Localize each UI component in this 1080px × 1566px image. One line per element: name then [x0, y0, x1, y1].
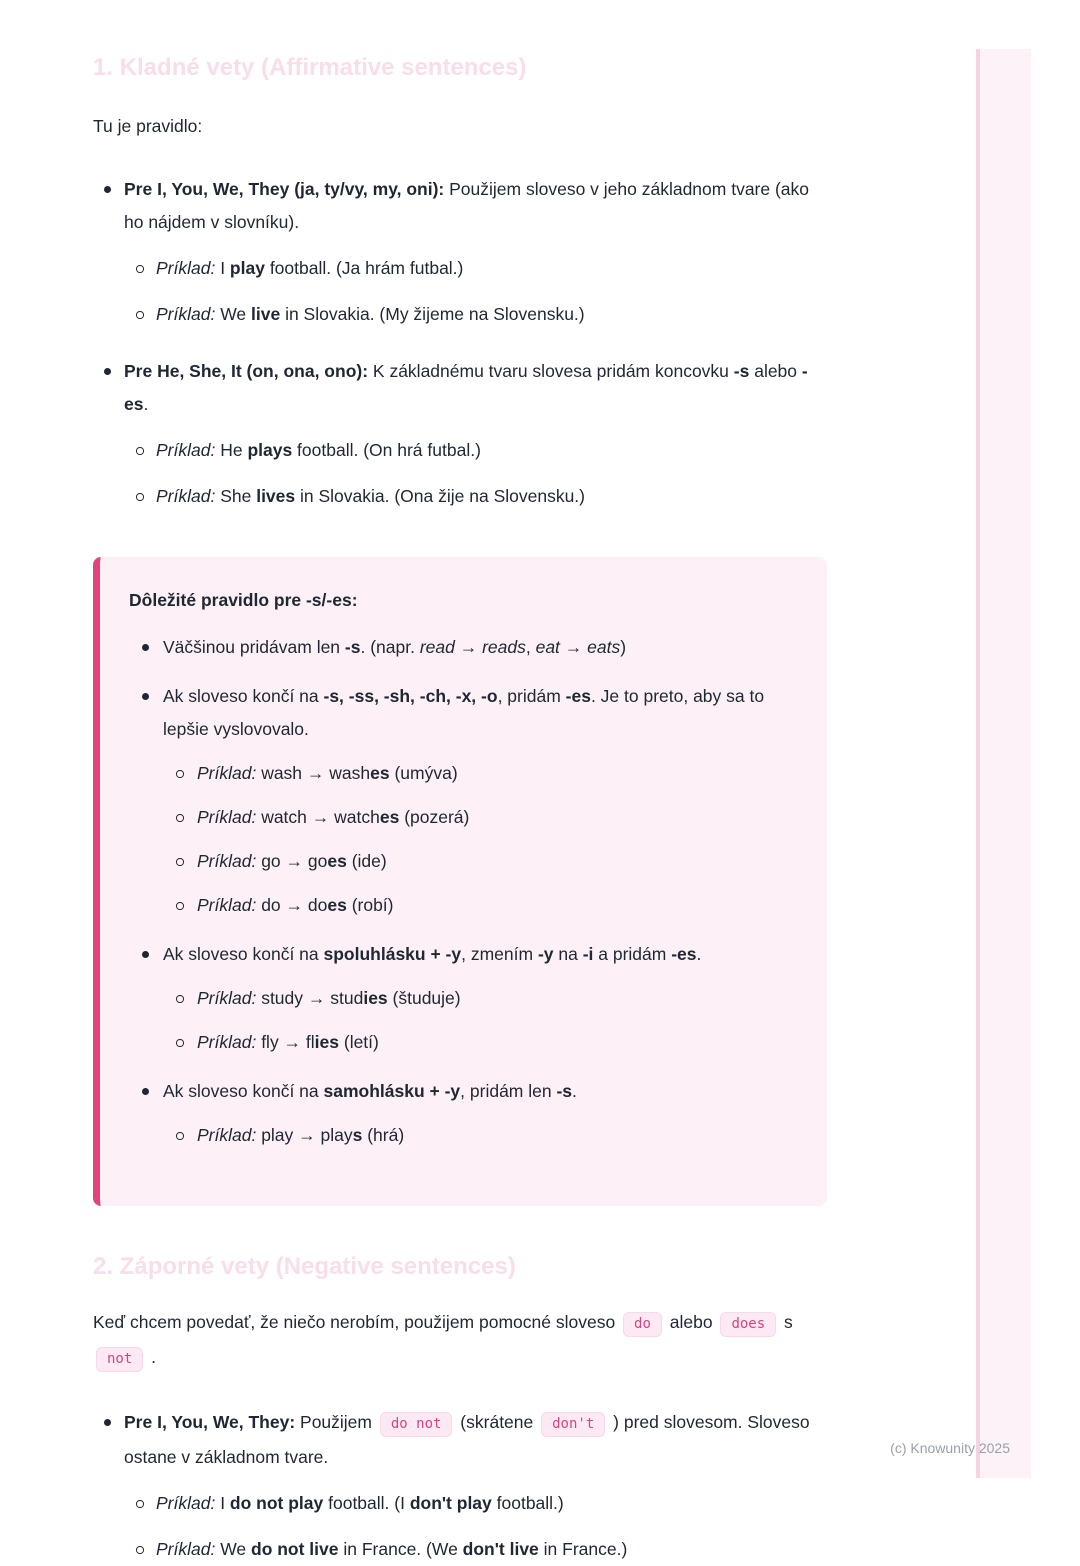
text-segment: es	[379, 807, 400, 827]
text-segment: wash → wash	[256, 763, 371, 783]
text-segment: . Je to preto, aby sa to lepšie vyslovovalo.	[163, 686, 765, 739]
text-segment: .	[572, 1081, 577, 1101]
text-segment: do not play	[229, 1493, 324, 1513]
text-segment: (pozerá)	[399, 807, 470, 827]
text-segment: football. (On hrá futbal.)	[292, 440, 481, 460]
text-segment: -s	[733, 361, 750, 381]
text-segment: reads	[482, 637, 526, 657]
text-segment: a pridám	[593, 944, 672, 964]
example-item	[129, 845, 799, 878]
list-item	[93, 1406, 830, 1566]
example-item	[129, 1119, 799, 1152]
text-segment: fly → fl	[256, 1032, 315, 1052]
text-segment: We	[215, 1539, 251, 1559]
example-item	[129, 982, 799, 1015]
text-segment: Ak sloveso končí na	[163, 1081, 324, 1101]
list-item-text	[129, 680, 799, 746]
text-segment: Príklad:	[197, 1125, 257, 1145]
text-segment: Príklad:	[156, 440, 216, 460]
text-segment: He	[215, 440, 248, 460]
list-item-text	[129, 631, 799, 664]
text-segment: in France.)	[538, 1539, 628, 1559]
text-segment: alebo	[664, 1312, 718, 1332]
text-segment: .	[143, 394, 149, 414]
example-item	[93, 298, 830, 331]
text-segment: watch → watch	[256, 807, 380, 827]
text-segment: es	[327, 895, 347, 915]
text-segment: study → stud	[256, 988, 364, 1008]
list-item-text	[93, 1406, 830, 1474]
text-segment: s	[352, 1125, 363, 1145]
text-segment: Príklad:	[156, 304, 216, 324]
text-segment: lives	[256, 486, 296, 506]
text-segment: play → play	[256, 1125, 353, 1145]
section-1-heading: 1. Kladné vety (Affirmative sentences)	[93, 54, 527, 81]
section-2-paragraph	[93, 1306, 830, 1376]
text-segment: -s	[556, 1081, 573, 1101]
rule-box-list	[129, 631, 799, 1152]
text-segment: I	[215, 1493, 230, 1513]
section-1-list	[93, 173, 830, 513]
list-item	[93, 173, 830, 331]
text-segment: -s	[344, 637, 361, 657]
text-segment: go → go	[256, 851, 328, 871]
example-item	[93, 1487, 830, 1520]
code-badge: don't	[541, 1412, 605, 1437]
text-segment: -es	[124, 361, 808, 414]
section-2-heading: 2. Záporné vety (Negative sentences)	[93, 1253, 516, 1280]
text-segment: es	[370, 763, 390, 783]
list-item	[129, 938, 799, 1059]
text-segment: I	[215, 258, 230, 278]
text-segment: -es	[671, 944, 697, 964]
text-segment: live	[251, 304, 281, 324]
example-item	[129, 757, 799, 790]
text-segment: (letí)	[339, 1032, 379, 1052]
text-segment: Použijem sloveso v jeho základnom tvare (ako ho nájdem v slovníku).	[124, 179, 810, 232]
list-item-text	[93, 173, 830, 239]
text-segment: eats	[587, 637, 621, 657]
text-segment: Použijem	[295, 1412, 377, 1432]
text-segment: s	[779, 1312, 793, 1332]
example-item	[93, 252, 830, 285]
text-segment: in Slovakia. (My žijeme na Slovensku.)	[280, 304, 585, 324]
text-segment: Ak sloveso končí na	[163, 686, 324, 706]
text-segment: -s, -ss, -sh, -ch, -x, -o	[323, 686, 498, 706]
text-segment: don't live	[462, 1539, 539, 1559]
text-segment: →	[454, 637, 483, 657]
text-segment: -i	[582, 944, 594, 964]
list-item	[129, 631, 799, 664]
text-segment: .	[696, 944, 702, 964]
text-segment: (umýva)	[389, 763, 458, 783]
text-segment: )	[620, 637, 627, 657]
code-badge: do not	[380, 1412, 453, 1437]
text-segment: She	[215, 486, 257, 506]
text-segment: Príklad:	[156, 1493, 216, 1513]
text-segment: Príklad:	[197, 807, 257, 827]
text-segment: alebo	[749, 361, 802, 381]
text-segment: We	[215, 304, 251, 324]
text-segment: Príklad:	[197, 763, 257, 783]
text-segment: read	[419, 637, 455, 657]
list-item-text	[93, 355, 830, 421]
text-segment: , pridám len	[460, 1081, 557, 1101]
text-segment: . (napr.	[360, 637, 420, 657]
text-segment: ) pred slovesom. Sloveso ostane v základnom tvare.	[124, 1412, 810, 1467]
list-item-text	[129, 938, 799, 971]
example-item	[93, 434, 830, 467]
example-item	[93, 1533, 830, 1566]
text-segment: Keď chcem povedať, že niečo nerobím, použijem pomocné sloveso	[93, 1312, 621, 1332]
rule-callout-box	[93, 557, 827, 1206]
text-segment: ,	[525, 637, 536, 657]
text-segment: Príklad:	[197, 851, 257, 871]
text-segment: spoluhlásku + -y	[323, 944, 462, 964]
copyright-notice: (c) Knowunity 2025	[890, 1440, 1010, 1456]
code-badge: not	[96, 1347, 143, 1372]
text-segment: play	[229, 258, 265, 278]
text-segment: football.)	[491, 1493, 564, 1513]
list-item	[93, 355, 830, 513]
text-segment: football. (I	[323, 1493, 410, 1513]
text-segment: ies	[314, 1032, 339, 1052]
text-segment: Príklad:	[156, 258, 216, 278]
page-edge-strip	[976, 49, 1031, 1478]
text-segment: , pridám	[497, 686, 566, 706]
text-segment: (hrá)	[362, 1125, 405, 1145]
example-item	[129, 889, 799, 922]
text-segment: .	[146, 1347, 157, 1367]
text-segment: plays	[247, 440, 293, 460]
text-segment: do not live	[251, 1539, 339, 1559]
text-segment: , zmením	[461, 944, 538, 964]
example-item	[93, 480, 830, 513]
text-segment: samohlásku + -y	[323, 1081, 461, 1101]
text-segment: na	[553, 944, 583, 964]
text-segment: football. (Ja hrám futbal.)	[264, 258, 464, 278]
example-item	[129, 1026, 799, 1059]
example-item	[129, 801, 799, 834]
text-segment: -es	[565, 686, 591, 706]
text-segment: in France. (We	[338, 1539, 463, 1559]
text-segment: K základnému tvaru slovesa pridám koncovku	[368, 361, 734, 381]
text-segment: eat	[535, 637, 560, 657]
text-segment: (robí)	[346, 895, 394, 915]
code-badge: do	[623, 1312, 662, 1337]
text-segment: Príklad:	[197, 1032, 257, 1052]
code-badge: does	[720, 1312, 776, 1337]
text-segment: Pre I, You, We, They:	[124, 1412, 296, 1432]
text-segment: (študuje)	[387, 988, 461, 1008]
section-2-list	[93, 1406, 830, 1566]
text-segment: Ak sloveso končí na	[163, 944, 324, 964]
document-content	[93, 0, 830, 1566]
text-segment: Príklad:	[156, 1539, 216, 1559]
text-segment: do → do	[256, 895, 328, 915]
rule-box-title: Dôležité pravidlo pre -s/-es:	[129, 590, 358, 610]
text-segment: es	[327, 851, 347, 871]
text-segment: Väčšinou pridávam len	[163, 637, 345, 657]
text-segment: Príklad:	[156, 486, 216, 506]
text-segment: Pre I, You, We, They (ja, ty/vy, my, oni):	[124, 179, 445, 199]
list-item	[129, 680, 799, 922]
text-segment: in Slovakia. (Ona žije na Slovensku.)	[295, 486, 586, 506]
text-segment: don't play	[409, 1493, 492, 1513]
list-item	[129, 1075, 799, 1152]
text-segment: Príklad:	[197, 988, 257, 1008]
text-segment: (ide)	[346, 851, 387, 871]
text-segment: →	[559, 637, 588, 657]
text-segment: ies	[363, 988, 388, 1008]
text-segment: (skrátene	[455, 1412, 539, 1432]
text-segment: Príklad:	[197, 895, 257, 915]
text-segment: Pre He, She, It (on, ona, ono):	[124, 361, 369, 381]
text-segment: -y	[537, 944, 554, 964]
section-1-intro: Tu je pravidlo:	[93, 116, 203, 136]
list-item-text	[129, 1075, 799, 1108]
